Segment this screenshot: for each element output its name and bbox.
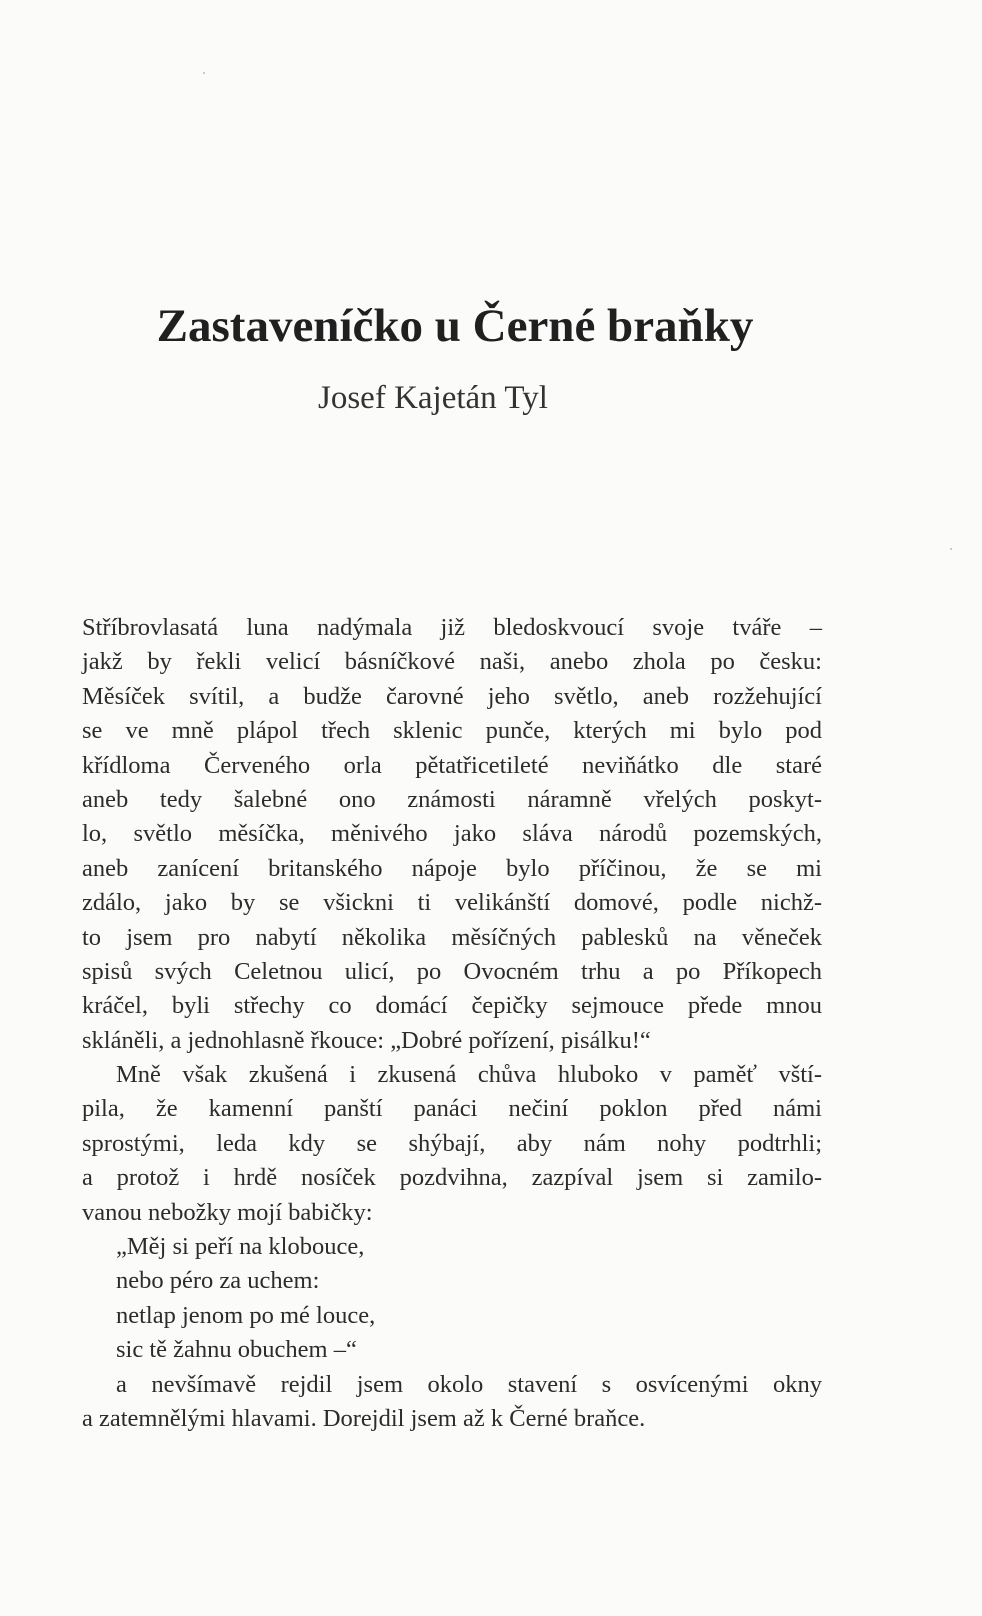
text-line: vanou nebožky mojí babičky: — [82, 1198, 373, 1226]
text-line: zdálo, jako by se všickni ti velikánští domové, podle nichž- — [82, 889, 822, 917]
text-line: „Měj si peří na klobouce, — [116, 1233, 365, 1261]
text-line: a nevšímavě rejdil jsem okolo stavení s osvícenými okny — [116, 1370, 822, 1398]
text-line: to jsem pro nabytí několika měsíčných pablesků na věneček — [82, 923, 822, 951]
paper-speck — [950, 548, 952, 550]
chapter-title: Zastaveníčko u Černé braňky — [156, 300, 754, 352]
text-line: skláněli, a jednohlasně řkouce: „Dobré pořízení, pisálku!“ — [82, 1026, 651, 1054]
text-line: a zatemnělými hlavami. Dorejdil jsem až k Černé braňce. — [82, 1404, 646, 1432]
text-line: netlap jenom po mé louce, — [116, 1301, 376, 1329]
text-line: a protož i hrdě nosíček pozdvihna, zazpíval jsem si zamilo- — [82, 1164, 822, 1192]
text-line: sic tě žahnu obuchem –“ — [116, 1336, 357, 1364]
text-line: kráčel, byli střechy co domácí čepičky sejmouce přede mnou — [82, 992, 822, 1020]
author-name: Josef Kajetán Tyl — [318, 380, 548, 416]
text-line: aneb tedy šalebné ono známosti náramně vřelých poskyt- — [82, 785, 822, 813]
text-line: aneb zanícení britanského nápoje bylo příčinou, že se mi — [82, 854, 822, 882]
text-line: Stříbrovlasatá luna nadýmala již bledoskvoucí svoje tváře – — [82, 614, 822, 641]
text-line: Mně však zkušená i zkusená chůva hluboko v paměť vští- — [116, 1061, 822, 1089]
text-line: Měsíček svítil, a budže čarovné jeho světlo, aneb rozžehující — [82, 682, 822, 710]
text-line: jakž by řekli velicí básníčkové naši, anebo zhola po česku: — [82, 648, 822, 676]
text-line: spisů svých Celetnou ulicí, po Ovocném trhu a po Příkopech — [82, 957, 822, 985]
text-line: sprostými, leda kdy se shýbají, aby nám nohy podtrhli; — [82, 1129, 822, 1157]
text-line: lo, světlo měsíčka, měnivého jako sláva národů pozemských, — [82, 820, 822, 848]
text-line: se ve mně plápol třech sklenic punče, kterých mi bylo pod — [82, 717, 822, 745]
paper-speck — [203, 72, 205, 74]
text-line: pila, že kamenní panští panáci nečiní poklon před námi — [82, 1095, 822, 1123]
text-line: nebo péro za uchem: — [116, 1267, 320, 1295]
body-text — [82, 611, 822, 1436]
text-line: křídloma Červeného orla pětatřicetileté neviňátko dle staré — [82, 751, 822, 779]
